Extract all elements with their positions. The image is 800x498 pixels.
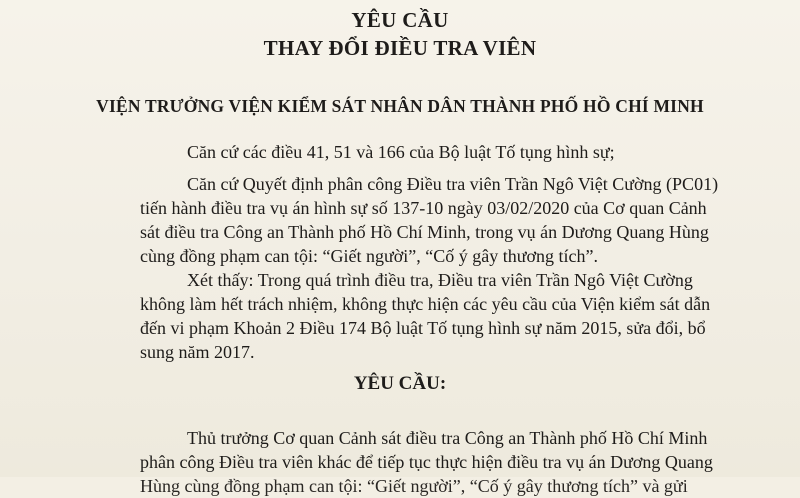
paragraph-line: phân công Điều tra viên khác để tiếp tục thực hiện điều tra vụ án Dương Quang [140, 452, 713, 472]
assignment-paragraph [140, 172, 730, 268]
paragraph-line: Thủ trưởng Cơ quan Cảnh sát điều tra Công an Thành phố Hồ Chí Minh [187, 428, 708, 448]
paragraph-line: cùng đồng phạm can tội: “Giết người”, “Cố ý gây thương tích”. [140, 246, 598, 266]
request-subheading: YÊU CẦU: [353, 373, 447, 394]
legal-basis-paragraph [140, 140, 730, 164]
addressee-heading: VIỆN TRƯỞNG VIỆN KIỂM SÁT NHÂN DÂN THÀNH PHỐ HỒ CHÍ MINH [96, 96, 704, 116]
paragraph-line: đến vi phạm Khoản 2 Điều 174 Bộ luật Tố tụng hình sự năm 2015, sửa đổi, bổ [140, 318, 706, 338]
paragraph-line: Xét thấy: Trong quá trình điều tra, Điều tra viên Trần Ngô Việt Cường [187, 270, 693, 290]
document-subtitle: THAY ĐỔI ĐIỀU TRA VIÊN [263, 36, 537, 60]
paragraph-line: sung năm 2017. [140, 342, 255, 362]
paragraph-line: Hùng cùng đồng phạm can tội: “Giết người”, “Cố ý gây thương tích” và gửi [140, 476, 688, 496]
paragraph-line: Căn cứ Quyết định phân công Điều tra viên Trần Ngô Việt Cường (PC01) [187, 174, 719, 194]
paragraph-line: sát điều tra Công an Thành phố Hồ Chí Minh, trong vụ án Dương Quang Hùng [140, 222, 709, 242]
finding-paragraph [140, 268, 730, 364]
request-paragraph [140, 426, 730, 498]
paragraph-line: không làm hết trách nhiệm, không thực hiện các yêu cầu của Viện kiểm sát dẫn [140, 294, 711, 314]
document-title: YÊU CẦU [351, 8, 449, 32]
paragraph-line: tiến hành điều tra vụ án hình sự số 137-10 ngày 03/02/2020 của Cơ quan Cảnh [140, 198, 707, 218]
paragraph-line: Căn cứ các điều 41, 51 và 166 của Bộ luật Tố tụng hình sự; [187, 142, 615, 162]
